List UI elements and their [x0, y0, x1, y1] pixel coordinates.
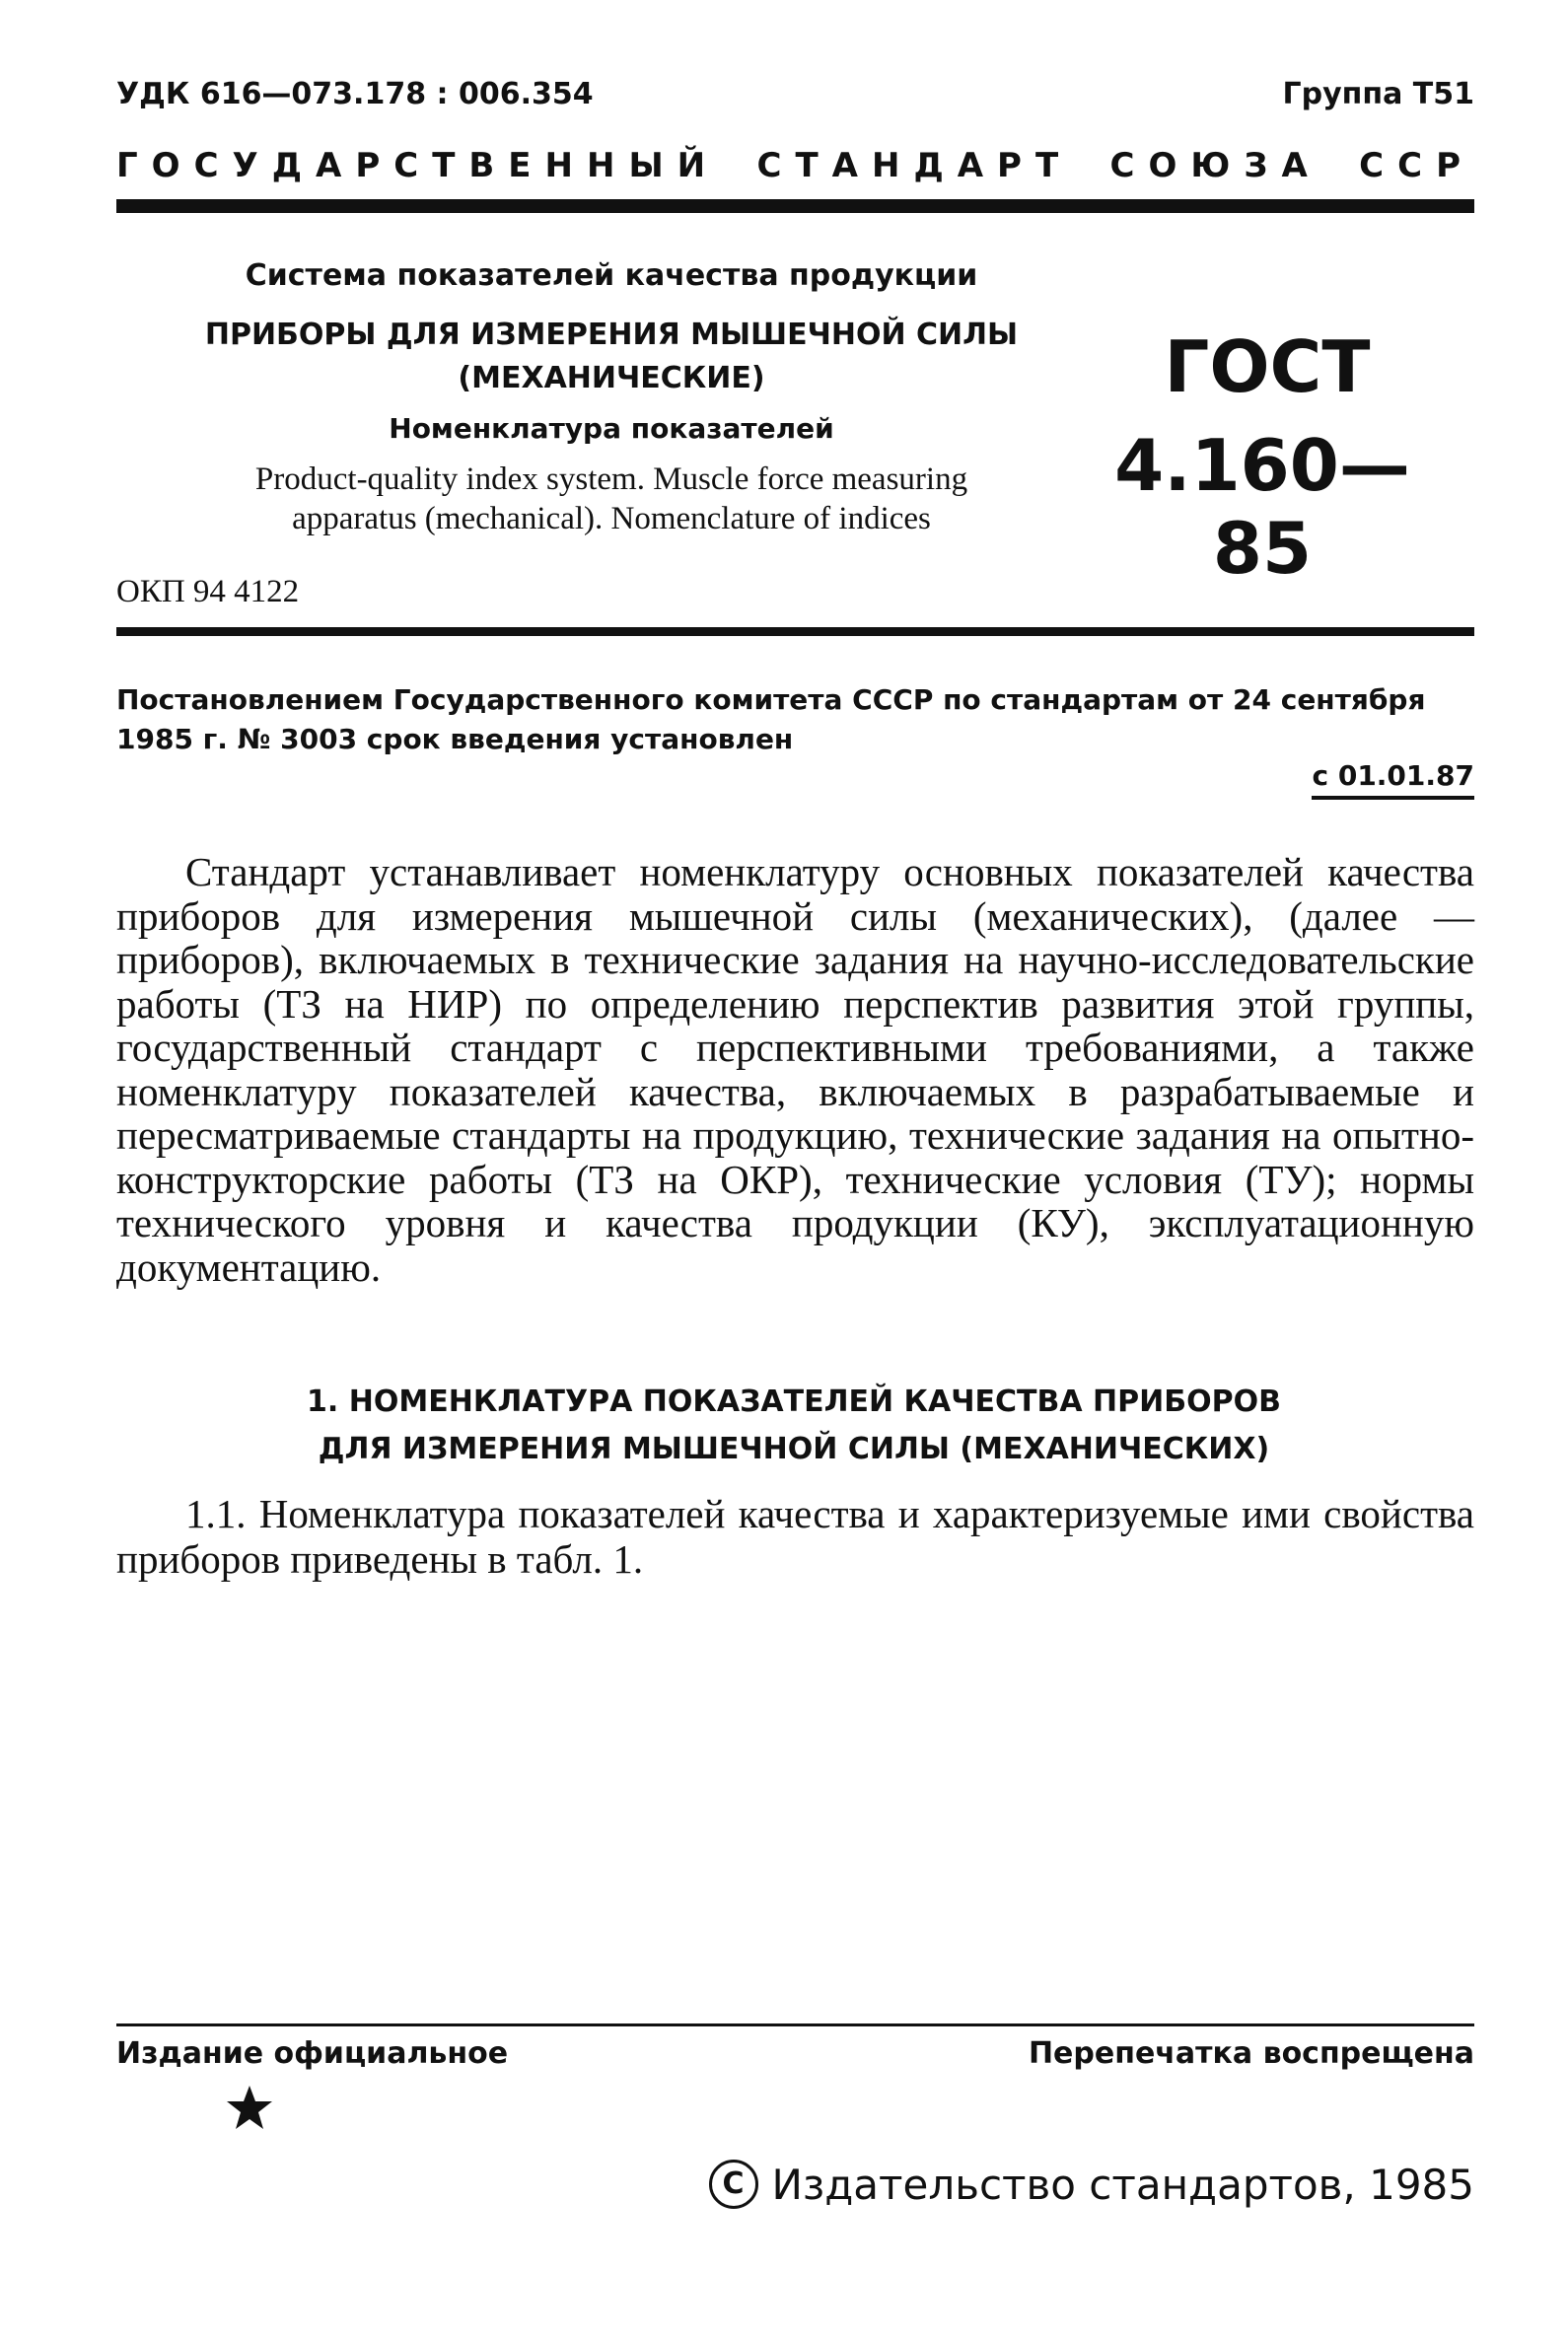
state-standard-banner [116, 146, 1474, 185]
nomenclature-subtitle: Номенклатура показателей [389, 412, 834, 445]
product-title-line: (МЕХАНИЧЕСКИЕ) [458, 361, 765, 395]
system-title: Система показателей качества продукции [245, 258, 978, 293]
section-heading [138, 1379, 1450, 1473]
section-heading-line: 1. НОМЕНКЛАТУРА ПОКАЗАТЕЛЕЙ КАЧЕСТВА ПРИБОРОВ [307, 1384, 1281, 1419]
publisher-line [709, 2160, 1474, 2209]
english-title-line: Product-quality index system. Muscle force measuring [254, 461, 968, 497]
product-title [138, 314, 1085, 400]
english-title-line: apparatus (mechanical). Nomenclature of indices [292, 501, 931, 536]
okp-code: ОКП 94 4122 [116, 574, 300, 609]
banner-word: СТАНДАРТ [756, 146, 1073, 185]
reprint-prohibited: Перепечатка воспрещена [1028, 2036, 1474, 2071]
header-divider [116, 199, 1474, 213]
product-title-line: ПРИБОРЫ ДЛЯ ИЗМЕРЕНИЯ МЫШЕЧНОЙ СИЛЫ [204, 318, 1019, 352]
banner-word: СОЮЗА [1109, 146, 1321, 185]
intro-paragraph: Стандарт устанавливает номенклатуру основных показателей качества приборов для измерения мышечной силы (механических), (далее — приборов), включаемых в технические задания на научно-исследовательские работы (ТЗ на НИР) по определению перспектив развития этой группы, государственный стандарт с перспективными требованиями, а также номенклатуру показателей качества, включаемых в разрабатываемые и пересматриваемые стандарты на продукцию, технические задания на опытно-конструкторские работы (ТЗ на ОКР), технические условия (ТУ); нормы технического уровня и качества продукции (КУ), эксплуатационную документацию. [116, 849, 1474, 1290]
banner-word: ССР [1359, 146, 1474, 185]
clause-1-1: 1.1. Номенклатура показателей качества и характеризуемые ими свойства приборов приведены в табл. 1. [116, 1491, 1474, 1582]
gost-label: ГОСТ [1164, 325, 1371, 408]
star-icon [225, 2083, 274, 2142]
section-heading-line: ДЛЯ ИЗМЕРЕНИЯ МЫШЕЧНОЙ СИЛЫ (МЕХАНИЧЕСКИХ) [318, 1432, 1270, 1466]
effective-date: с 01.01.87 [1312, 759, 1474, 800]
gost-number: 4.160—85 [1114, 424, 1410, 590]
publisher-text: Издательство стандартов, 1985 [771, 2160, 1474, 2209]
footer-divider [116, 2023, 1474, 2026]
udk-code: УДК 616—073.178 : 006.354 [116, 77, 594, 111]
title-divider [116, 627, 1474, 636]
copyright-icon: C [709, 2160, 758, 2209]
group-code: Группа Т51 [1282, 77, 1474, 111]
decree-text: Постановлением Государственного комитета СССР по стандартам от 24 сентября 1985 г. № 3003 срок введения установлен [116, 683, 1426, 755]
official-edition: Издание официальное [116, 2036, 509, 2071]
english-title [138, 460, 1085, 538]
banner-word: ГОСУДАРСТВЕННЫЙ [116, 146, 720, 185]
